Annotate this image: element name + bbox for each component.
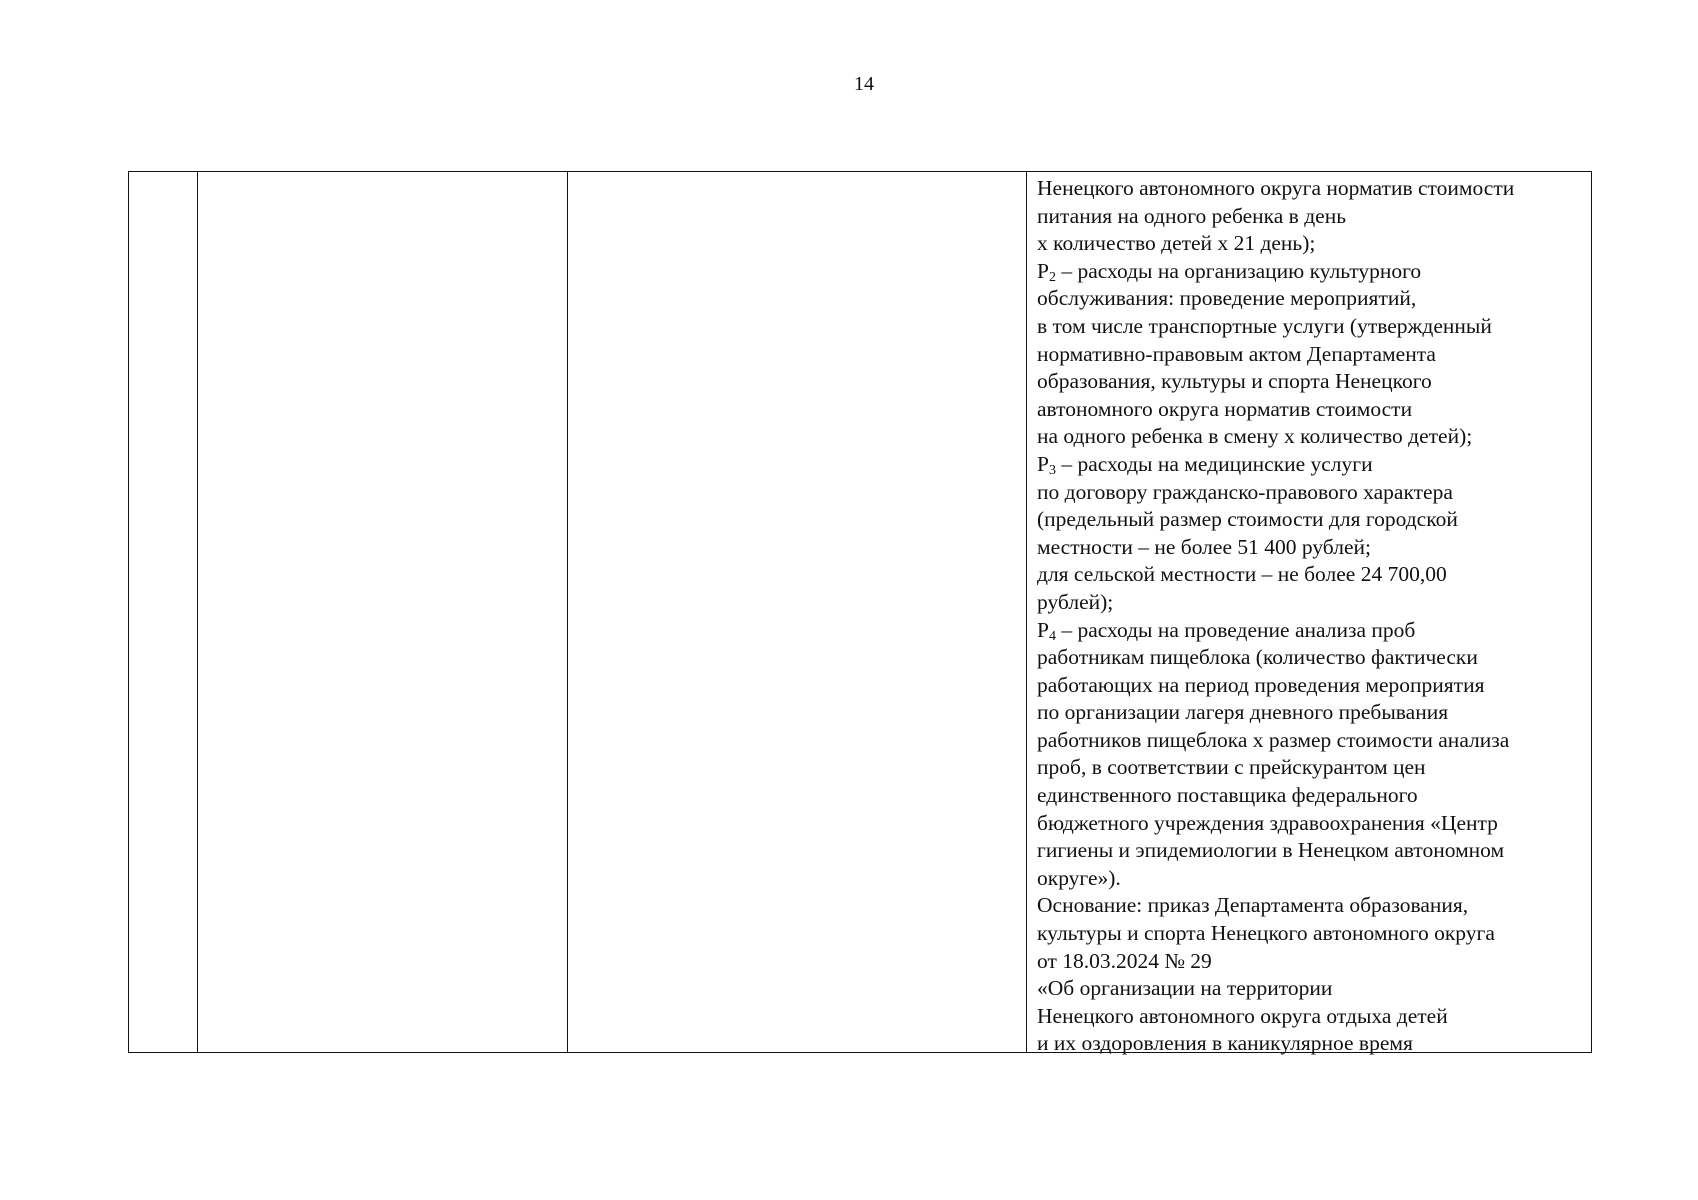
formula-subscript: 4 xyxy=(1048,628,1056,644)
formula-subscript: 2 xyxy=(1048,269,1056,285)
formula-subscript: 3 xyxy=(1048,462,1056,478)
cell-text-line: Ненецкого автономного округа отдыха детей xyxy=(1037,1003,1448,1028)
cell-text-line xyxy=(1037,617,1587,645)
cell-text-line: единственного поставщика федерального xyxy=(1037,783,1418,808)
cell-text-line: работников пищеблока х размер стоимости анализа xyxy=(1037,727,1510,752)
cell-text-line: для сельской местности – не более 24 700,00 xyxy=(1037,562,1447,587)
cell-text-line: культуры и спорта Ненецкого автономного округа xyxy=(1037,921,1495,946)
cell-text-line: рублей); xyxy=(1037,589,1114,614)
cell-text-line: по организации лагеря дневного пребывания xyxy=(1037,700,1449,725)
cell-text-line: нормативно-правовым актом Департамента xyxy=(1037,341,1436,366)
cell-text-line xyxy=(1037,258,1587,286)
column-divider-3 xyxy=(1026,172,1027,1052)
cell-text-line: «Об организации на территории xyxy=(1037,976,1333,1001)
column-divider-1 xyxy=(197,172,198,1052)
cell-text-line: бюджетного учреждения здравоохранения «Центр xyxy=(1037,810,1498,835)
formula-description: – расходы на организацию культурного xyxy=(1055,258,1422,283)
cell-text-line: обслуживания: проведение мероприятий, xyxy=(1037,286,1417,311)
cell-text-line: (предельный размер стоимости для городской xyxy=(1037,507,1458,532)
cell-text-line: Ненецкого автономного округа норматив стоимости xyxy=(1037,176,1515,200)
table-cell-calculation-text xyxy=(1037,175,1587,1058)
formula-symbol: Р xyxy=(1037,258,1049,283)
page-number: 14 xyxy=(854,73,874,95)
formula-description: – расходы на проведение анализа проб xyxy=(1055,617,1416,642)
cell-text-line: работающих на период проведения мероприятия xyxy=(1037,672,1485,697)
formula-symbol: Р xyxy=(1037,451,1049,476)
formula-symbol: Р xyxy=(1037,617,1049,642)
cell-text-line: автономного округа норматив стоимости xyxy=(1037,396,1413,421)
formula-description: – расходы на медицинские услуги xyxy=(1055,451,1373,476)
cell-text-line xyxy=(1037,451,1587,479)
cell-text-line: работникам пищеблока (количество фактически xyxy=(1037,645,1478,670)
cell-text-line: образования, культуры и спорта Ненецкого xyxy=(1037,369,1432,394)
cell-text-line: и их оздоровления в каникулярное время xyxy=(1037,1031,1413,1056)
cell-text-line: округе»). xyxy=(1037,865,1121,890)
cell-text-line: х количество детей х 21 день); xyxy=(1037,231,1316,256)
cell-text-line: Основание: приказ Департамента образования, xyxy=(1037,893,1469,918)
document-table xyxy=(128,171,1592,1056)
cell-text-line: в том числе транспортные услуги (утвержденный xyxy=(1037,313,1492,338)
cell-text-line: местности – не более 51 400 рублей; xyxy=(1037,534,1371,559)
cell-text-line: по договору гражданско-правового характера xyxy=(1037,479,1453,504)
cell-text-line: питания на одного ребенка в день xyxy=(1037,203,1346,228)
cell-text-line: проб, в соответствии с прейскурантом цен xyxy=(1037,755,1426,780)
cell-text-line: на одного ребенка в смену х количество детей); xyxy=(1037,424,1473,449)
cell-text-line: от 18.03.2024 № 29 xyxy=(1037,948,1212,973)
cell-text-line: гигиены и эпидемиологии в Ненецком автономном xyxy=(1037,838,1505,863)
column-divider-2 xyxy=(567,172,568,1052)
